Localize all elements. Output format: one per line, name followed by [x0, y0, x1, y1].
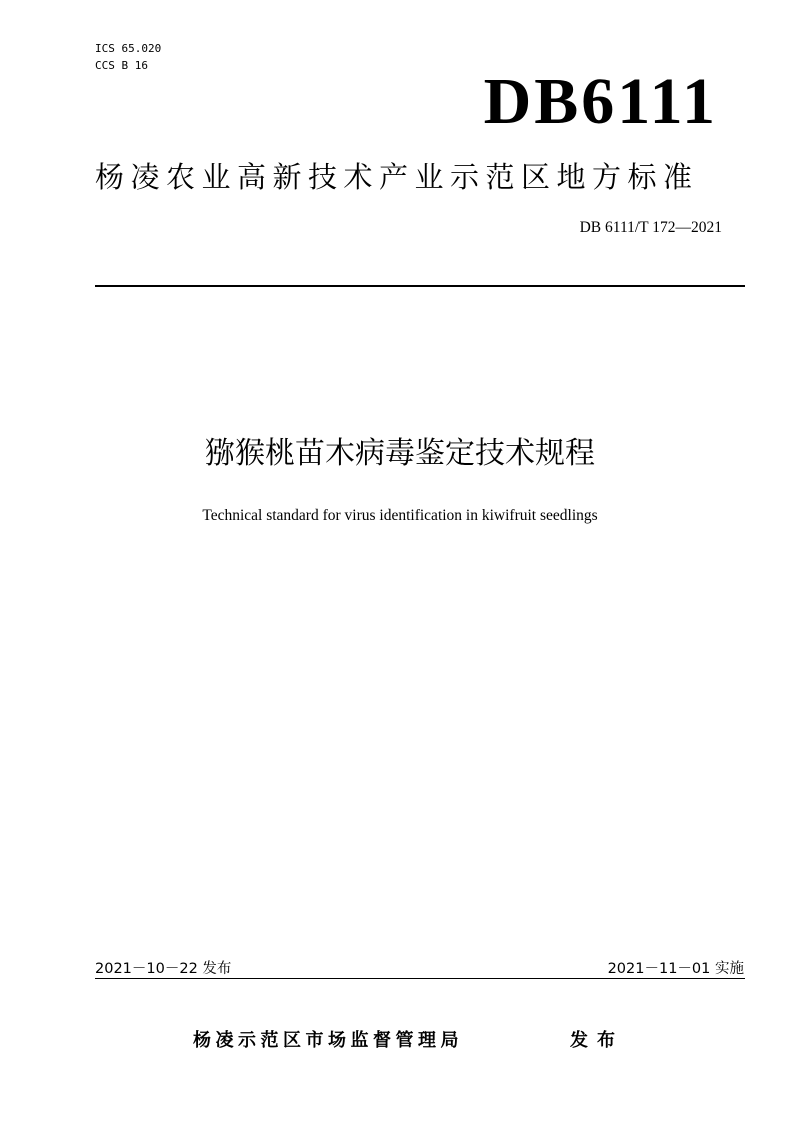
standard-code: DB6111: [483, 65, 718, 138]
classification-codes: [95, 40, 161, 74]
publisher: 杨凌示范区市场监督管理局: [193, 1030, 463, 1051]
ccs-code: CCS B 16: [95, 59, 148, 72]
ics-code: ICS 65.020: [95, 42, 162, 55]
issue-date: 2021－10－22 发布: [95, 961, 232, 977]
standard-number: DB 6111/T 172—2021: [579, 219, 722, 236]
implementation-date: 2021－11－01 实施: [607, 961, 744, 977]
publish-label: 发布: [570, 1030, 624, 1051]
document-title-zh: 猕猴桃苗木病毒鉴定技术规程: [205, 436, 595, 471]
footer-divider: [95, 978, 745, 979]
document-title-en: Technical standard for virus identification in kiwifruit seedlings: [202, 507, 598, 524]
standard-type: 杨凌农业高新技术产业示范区地方标准: [95, 160, 699, 194]
header-divider: [95, 285, 745, 287]
